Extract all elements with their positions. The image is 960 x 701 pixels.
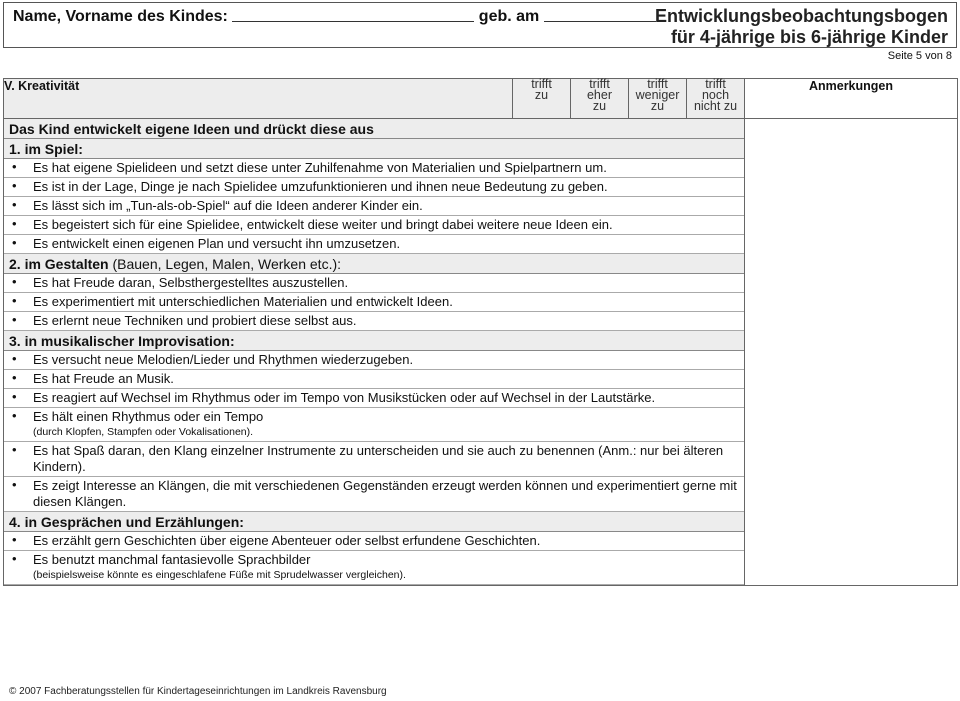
item-text: Es versucht neue Melodien/Lieder und Rhythmen wiederzugeben. (33, 352, 414, 367)
bullet-icon: • (12, 408, 17, 423)
item-text: Es experimentiert mit unterschiedlichen Materialien und entwickelt Ideen. (33, 294, 453, 309)
group-heading-label: 2. im Gestalten (9, 256, 109, 272)
item-text: Es hat eigene Spielideen und setzt diese unter Zuhilfenahme von Materialien und Spielpartnern um. (33, 160, 607, 175)
item-text: Es hält einen Rhythmus oder ein Tempo (33, 409, 264, 424)
list-item (4, 197, 744, 216)
col-trifft-weniger-zu: trifft weniger zu (629, 79, 687, 119)
document-title (655, 6, 948, 48)
bullet-icon: • (12, 274, 17, 289)
bullet-icon: • (12, 370, 17, 385)
item-text: Es benutzt manchmal fantasievolle Sprachbilder (33, 552, 311, 567)
item-note: (beispielsweise könnte es eingeschlafene Füße mit Sprudelwasser vergleichen). (33, 569, 406, 581)
title-line-1: Entwicklungsbeobachtungsbogen (654, 6, 948, 26)
bullet-icon: • (12, 389, 17, 404)
group-heading-label: 4. in Gesprächen und Erzählungen: (9, 514, 244, 530)
observation-table (3, 78, 958, 586)
group-heading-label: 3. in musikalischer Improvisation: (9, 333, 235, 349)
section-title: V. Kreativität (4, 79, 513, 119)
name-label: Name, Vorname des Kindes: (13, 8, 228, 25)
col-trifft-eher-zu: trifft eher zu (571, 79, 629, 119)
items-cell (4, 119, 745, 586)
header-fields (13, 8, 656, 26)
bullet-icon: • (12, 197, 17, 212)
group-heading (4, 331, 744, 351)
col-trifft-zu: trifft zu (513, 79, 571, 119)
bullet-icon: • (12, 159, 17, 174)
bullet-icon: • (12, 551, 17, 566)
item-text: Es lässt sich im „Tun-als-ob-Spiel“ auf die Ideen anderer Kinder ein. (33, 198, 423, 213)
item-text: Es hat Spaß daran, den Klang einzelner Instrumente zu unterscheiden und sie auch zu benennen (Anm.: nur bei älteren Kindern). (33, 443, 724, 474)
item-text: Es reagiert auf Wechsel im Rhythmus oder im Tempo von Musikstücken oder auf Wechsel in der Lautstärke. (33, 390, 656, 405)
items-list (4, 119, 744, 585)
item-text: Es erlernt neue Techniken und probiert diese selbst aus. (33, 313, 357, 328)
list-item (4, 178, 744, 197)
item-text: Es erzählt gern Geschichten über eigene Abenteuer oder selbst erfundene Geschichten. (33, 533, 541, 548)
list-item (4, 408, 744, 442)
list-item (4, 370, 744, 389)
list-item (4, 389, 744, 408)
item-text: Es ist in der Lage, Dinge je nach Spielidee umzufunktionieren und ihnen neue Bedeutung zu geben. (33, 179, 608, 194)
group-heading (4, 512, 744, 532)
section-intro: Das Kind entwickelt eigene Ideen und drückt diese aus (4, 119, 744, 139)
group-heading (4, 254, 744, 274)
notes-header: Anmerkungen (745, 79, 958, 119)
bullet-icon: • (12, 532, 17, 547)
item-note: (durch Klopfen, Stampfen oder Vokalisationen). (33, 426, 254, 438)
birth-label: geb. am (478, 8, 540, 25)
header (3, 2, 957, 48)
bullet-icon: • (12, 351, 17, 366)
footer-copyright: © 2007 Fachberatungsstellen für Kindertageseinrichtungen im Landkreis Ravensburg (9, 686, 387, 697)
list-item (4, 442, 744, 477)
item-text: Es hat Freude daran, Selbsthergestelltes auszustellen. (33, 275, 349, 290)
title-line-2: für 4-jährige bis 6-jährige Kinder (670, 27, 948, 47)
bullet-icon: • (12, 216, 17, 231)
list-item (4, 532, 744, 551)
group-heading-extra: (Bauen, Legen, Malen, Werken etc.): (108, 256, 342, 272)
list-item (4, 216, 744, 235)
birth-field[interactable] (544, 8, 656, 22)
name-field[interactable] (232, 8, 474, 22)
item-text: Es zeigt Interesse an Klängen, die mit verschiedenen Gegenständen erzeugt werden können und experimentiert gerne mit diesen Klängen. (33, 478, 737, 509)
list-item (4, 235, 744, 254)
list-item (4, 293, 744, 312)
bullet-icon: • (12, 477, 17, 492)
bullet-icon: • (12, 442, 17, 457)
bullet-icon: • (12, 312, 17, 327)
bullet-icon: • (12, 235, 17, 250)
list-item (4, 351, 744, 370)
group-heading (4, 139, 744, 159)
list-item (4, 159, 744, 178)
page-number: Seite 5 von 8 (887, 50, 952, 62)
list-item (4, 274, 744, 293)
item-text: Es begeistert sich für eine Spielidee, entwickelt diese weiter und bringt dabei weitere neue Ideen ein. (33, 217, 613, 232)
item-text: Es entwickelt einen eigenen Plan und versucht ihn umzusetzen. (33, 236, 401, 251)
item-text: Es hat Freude an Musik. (33, 371, 174, 386)
list-item (4, 477, 744, 512)
list-item (4, 551, 744, 585)
notes-column[interactable] (745, 119, 958, 586)
bullet-icon: • (12, 293, 17, 308)
col-trifft-noch-nicht-zu: trifft noch nicht zu (687, 79, 745, 119)
list-item (4, 312, 744, 331)
bullet-icon: • (12, 178, 17, 193)
group-heading-label: 1. im Spiel: (9, 141, 83, 157)
